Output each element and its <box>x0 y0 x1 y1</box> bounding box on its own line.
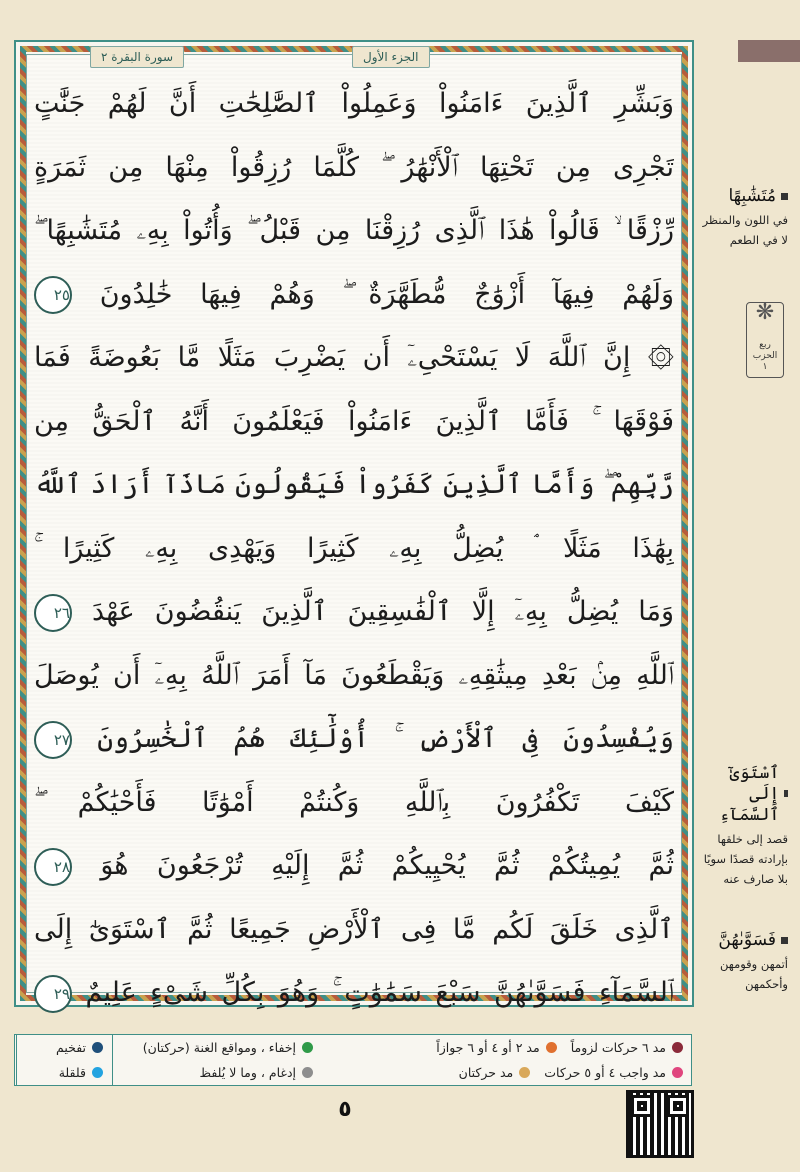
note-word-row <box>700 186 788 206</box>
text-line <box>34 199 674 263</box>
text-line <box>34 517 674 581</box>
ayah-number: ٢٥ <box>34 276 72 314</box>
legend-column-tafkheem <box>16 1035 111 1085</box>
ayah-number: ٢٩ <box>34 975 72 1013</box>
color-dot-icon <box>519 1067 530 1078</box>
text-line <box>34 136 674 200</box>
legend-item <box>113 1060 313 1085</box>
margin-note <box>700 930 788 994</box>
line-text: تَجْرِى مِن تَحْتِهَا ٱلْأَنْهَٰرُ ۖ كُلَّمَا رُزِقُواْ مِنْهَا مِن ثَمَرَةٍ <box>34 151 674 183</box>
text-line <box>34 644 674 708</box>
legend-item <box>17 1035 103 1060</box>
line-text: فَوْقَهَا ۚ فَأَمَّا ٱلَّذِينَ ءَامَنُواْ فَيَعْلَمُونَ أَنَّهُ ٱلْحَقُّ مِن <box>34 405 674 437</box>
line-text: ۞ إِنَّ ٱللَّهَ لَا يَسْتَحْىِۦٓ أَن يَضْرِبَ مَثَلًا مَّا بَعُوضَةً فَمَا <box>34 342 674 373</box>
line-text: وَيُفْسِدُونَ فِى ٱلْأَرْضِ ۚ أُوْلَٰٓئِكَ هُمُ ٱلْخَٰسِرُونَ <box>97 723 674 754</box>
legend-item <box>544 1060 683 1085</box>
legend-text: مد ٢ أو ٤ أو ٦ جوازاً <box>436 1040 540 1055</box>
text-line <box>34 72 674 136</box>
qr-code-icon[interactable] <box>626 1090 694 1158</box>
text-line <box>34 390 674 454</box>
legend-text: قلقلة <box>58 1065 86 1080</box>
rub-el-hizb-icon <box>746 302 784 378</box>
text-line <box>34 898 674 962</box>
note-word-row <box>700 930 788 950</box>
legend-text: إدغام ، وما لا يُلفظ <box>199 1065 296 1080</box>
color-dot-icon <box>672 1042 683 1053</box>
legend-column-ghunna <box>112 1035 321 1085</box>
legend-item <box>459 1060 531 1085</box>
color-dot-icon <box>672 1067 683 1078</box>
text-line <box>34 263 674 327</box>
legend-text: مد حركتان <box>458 1065 514 1080</box>
legend-row <box>323 1035 683 1060</box>
text-line <box>34 580 674 644</box>
note-word-row <box>700 762 788 825</box>
color-dot-icon <box>92 1042 103 1053</box>
color-dot-icon <box>302 1067 313 1078</box>
line-text: بِهَٰذَا مَثَلًا ۘ يُضِلُّ بِهِۦ كَثِيرًا وَيَهْدِى بِهِۦ كَثِيرًا ۚ <box>34 532 674 564</box>
hizb-label: الحزب <box>752 351 778 361</box>
line-text: ٱللَّهِ مِنۢ بَعْدِ مِيثَٰقِهِۦ وَيَقْطَعُونَ مَآ أَمَرَ ٱللَّهُ بِهِۦٓ أَن يُوصَلَ <box>34 659 674 691</box>
line-text: رِّزْقًا ۙ قَالُواْ هَٰذَا ٱلَّذِى رُزِقْنَا مِن قَبْلُ ۖ وَأُتُواْ بِهِۦ مُتَشَٰبِهًا ۖ <box>34 215 674 246</box>
legend-row <box>323 1060 683 1085</box>
legend-text: مد ٦ حركات لزوماً <box>570 1040 666 1055</box>
color-dot-icon <box>92 1067 103 1078</box>
note-word: ٱسْتَوَىٰٓ إِلَى ٱلسَّمَآءِ <box>719 763 780 825</box>
ayah-number: ٢٧ <box>34 721 72 759</box>
line-text: رَّبِّهِمْ ۖ وَأَمَّا ٱلَّذِينَ كَفَرُواْ فَيَقُولُونَ مَاذَآ أَرَادَ ٱللَّهُ <box>34 469 674 500</box>
legend-text: مد واجب ٤ أو ٥ حركات <box>544 1065 666 1080</box>
bullet-icon <box>781 193 788 200</box>
legend-item <box>113 1035 313 1060</box>
note-word: مُتَشَٰبِهًا <box>728 186 776 206</box>
text-line <box>34 453 674 517</box>
legend-column-madd <box>323 1035 683 1085</box>
color-dot-icon <box>302 1042 313 1053</box>
note-definition: في اللون والمنظر لا في الطعم <box>702 213 788 247</box>
margin-notes <box>700 40 792 1003</box>
bullet-icon <box>781 937 788 944</box>
text-line <box>34 771 674 835</box>
hizb-number: ١ <box>762 362 768 372</box>
rub-label: ❋ ربع <box>759 340 771 350</box>
ayah-number: ٢٨ <box>34 848 72 886</box>
ayah-number: ٢٦ <box>34 594 72 632</box>
surah-label: سورة البقرة ٢ <box>90 46 184 68</box>
margin-note <box>700 762 788 889</box>
legend-text: إخفاء ، ومواقع الغنة (حركتان) <box>142 1040 296 1055</box>
margin-note <box>700 186 788 250</box>
quran-text <box>34 72 674 1025</box>
legend-item <box>571 1035 683 1060</box>
line-text: ثُمَّ يُمِيتُكُمْ ثُمَّ يُحْيِيكُمْ ثُمَّ إِلَيْهِ تُرْجَعُونَ هُوَ <box>100 850 674 881</box>
text-line <box>34 326 674 390</box>
text-line <box>34 707 674 771</box>
legend-text: تفخيم <box>56 1040 86 1055</box>
juz-label: الجزء الأول <box>352 46 430 68</box>
note-definition: أتمهن وقومهن وأحكمهن <box>720 957 788 991</box>
line-text: وَبَشِّرِ ٱلَّذِينَ ءَامَنُواْ وَعَمِلُواْ ٱلصَّٰلِحَٰتِ أَنَّ لَهُمْ جَنَّٰتٍ <box>34 88 674 119</box>
note-definition: قصد إلى خلقها بإرادته قصدًا سويًا بلا صارف عنه <box>703 832 788 886</box>
line-text: وَلَهُمْ فِيهَآ أَزْوَٰجٌ مُّطَهَّرَةٌ ۖ وَهُمْ فِيهَا خَٰلِدُونَ <box>99 278 674 310</box>
line-text: ٱلَّذِى خَلَقَ لَكُم مَّا فِى ٱلْأَرْضِ جَمِيعًا ثُمَّ ٱسْتَوَىٰٓ إِلَى <box>34 913 674 945</box>
legend-item <box>17 1060 103 1085</box>
line-text: ٱلسَّمَآءِ فَسَوَّىٰهُنَّ سَبْعَ سَمَٰوَٰتٍ ۚ وَهُوَ بِكُلِّ شَىْءٍ عَلِيمٌ <box>85 977 674 1008</box>
line-text: وَمَا يُضِلُّ بِهِۦٓ إِلَّا ٱلْفَٰسِقِينَ ٱلَّذِينَ يَنقُضُونَ عَهْدَ <box>92 596 674 627</box>
line-text: كَيْفَ تَكْفُرُونَ بِٱللَّهِ وَكُنتُمْ أَمْوَٰتًا فَأَحْيَٰكُمْ ۖ <box>34 786 674 818</box>
bullet-icon <box>784 790 788 797</box>
note-word: فَسَوَّىٰهُنَّ <box>718 930 776 950</box>
text-line <box>34 961 674 1025</box>
color-dot-icon <box>546 1042 557 1053</box>
legend-item <box>436 1035 556 1060</box>
page-number: ٥ <box>338 1097 352 1122</box>
text-line <box>34 834 674 898</box>
tajweed-legend <box>14 1034 692 1086</box>
